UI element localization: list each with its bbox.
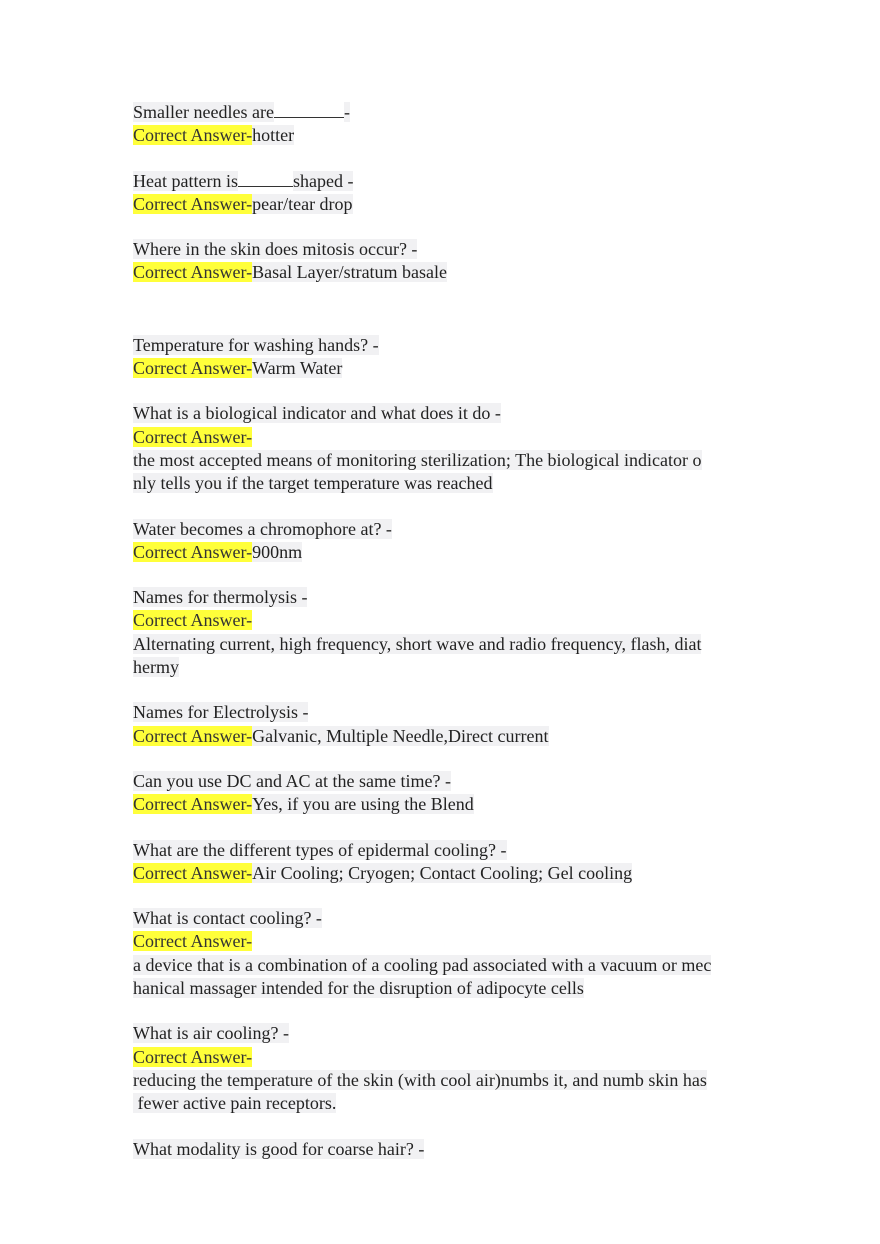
question-line xyxy=(133,170,783,193)
answer-continuation-line xyxy=(133,633,783,656)
answer-text: Air Cooling; Cryogen; Contact Cooling; Gel cooling xyxy=(252,862,633,883)
question-line xyxy=(133,402,783,425)
correct-answer-label: Correct Answer- xyxy=(133,426,253,447)
answer-continuation-line xyxy=(133,1069,783,1092)
question-text: Heat pattern is xyxy=(133,170,238,191)
qa-item xyxy=(133,1138,783,1161)
question-line xyxy=(133,701,783,724)
question-line xyxy=(133,770,783,793)
fill-in-blank xyxy=(238,170,293,187)
answer-line xyxy=(133,124,783,147)
question-text: What is air cooling? - xyxy=(133,1023,289,1044)
answer-continuation-line xyxy=(133,449,783,472)
correct-answer-label: Correct Answer- xyxy=(133,725,253,746)
correct-answer-label: Correct Answer- xyxy=(133,262,253,283)
question-text: Where in the skin does mitosis occur? - xyxy=(133,239,418,260)
question-text: What is contact cooling? - xyxy=(133,908,322,929)
answer-text: Galvanic, Multiple Needle,Direct current xyxy=(252,725,549,746)
fill-in-blank xyxy=(274,101,344,118)
question-text: Smaller needles are xyxy=(133,102,274,122)
qa-item xyxy=(133,170,783,217)
qa-item xyxy=(133,586,783,679)
qa-item xyxy=(133,402,783,495)
answer-line xyxy=(133,725,783,748)
question-line xyxy=(133,586,783,609)
question-text: What is a biological indicator and what does it do - xyxy=(133,403,501,424)
answer-line xyxy=(133,357,783,380)
answer-text: hanical massager intended for the disruption of adipocyte cells xyxy=(133,978,584,999)
question-line xyxy=(133,238,783,261)
answer-text: 900nm xyxy=(252,541,303,562)
answer-text: Yes, if you are using the Blend xyxy=(252,794,474,815)
answer-text: the most accepted means of monitoring sterilization; The biological indicator o xyxy=(133,449,702,470)
answer-text: fewer active pain receptors. xyxy=(133,1093,337,1114)
qa-item xyxy=(133,839,783,886)
answer-text: hermy xyxy=(133,657,179,678)
question-line xyxy=(133,1138,783,1161)
answer-continuation-line xyxy=(133,656,783,679)
question-line xyxy=(133,101,783,124)
qa-item xyxy=(133,1022,783,1115)
correct-answer-label: Correct Answer- xyxy=(133,125,253,146)
answer-text: hotter xyxy=(252,125,295,146)
answer-line xyxy=(133,793,783,816)
answer-line xyxy=(133,930,783,953)
question-line xyxy=(133,518,783,541)
answer-continuation-line xyxy=(133,954,783,977)
answer-line xyxy=(133,193,783,216)
answer-line xyxy=(133,541,783,564)
qa-item xyxy=(133,518,783,565)
question-text: Names for thermolysis - xyxy=(133,587,308,608)
question-text: Can you use DC and AC at the same time? - xyxy=(133,770,451,791)
question-line xyxy=(133,839,783,862)
qa-item xyxy=(133,907,783,1000)
document-page xyxy=(133,101,783,1183)
answer-continuation-line xyxy=(133,472,783,495)
question-line xyxy=(133,1022,783,1045)
correct-answer-label: Correct Answer- xyxy=(133,541,253,562)
question-text: Names for Electrolysis - xyxy=(133,702,309,723)
qa-item xyxy=(133,101,783,148)
answer-text: Alternating current, high frequency, short wave and radio frequency, flash, diat xyxy=(133,633,702,654)
question-suffix: - xyxy=(343,102,350,122)
answer-text: Basal Layer/stratum basale xyxy=(252,262,448,283)
answer-line xyxy=(133,261,783,284)
question-line xyxy=(133,907,783,930)
question-suffix: shaped - xyxy=(292,170,354,191)
correct-answer-label: Correct Answer- xyxy=(133,794,253,815)
answer-text: Warm Water xyxy=(252,358,343,379)
answer-line xyxy=(133,426,783,449)
answer-continuation-line xyxy=(133,977,783,1000)
question-text: What modality is good for coarse hair? - xyxy=(133,1138,425,1159)
qa-item xyxy=(133,701,783,748)
answer-line xyxy=(133,1046,783,1069)
correct-answer-label: Correct Answer- xyxy=(133,610,253,631)
qa-item xyxy=(133,334,783,381)
answer-text: reducing the temperature of the skin (with cool air)numbs it, and numb skin has xyxy=(133,1069,707,1090)
answer-text: a device that is a combination of a cooling pad associated with a vacuum or mec xyxy=(133,954,712,975)
correct-answer-label: Correct Answer- xyxy=(133,1046,253,1067)
qa-item xyxy=(133,770,783,817)
answer-line xyxy=(133,609,783,632)
answer-line xyxy=(133,862,783,885)
question-text: What are the different types of epidermal cooling? - xyxy=(133,839,507,860)
answer-text: pear/tear drop xyxy=(252,193,353,214)
answer-continuation-line xyxy=(133,1092,783,1115)
question-text: Water becomes a chromophore at? - xyxy=(133,518,392,539)
correct-answer-label: Correct Answer- xyxy=(133,862,253,883)
question-line xyxy=(133,334,783,357)
qa-item xyxy=(133,238,783,285)
question-text: Temperature for washing hands? - xyxy=(133,334,379,355)
correct-answer-label: Correct Answer- xyxy=(133,358,253,379)
correct-answer-label: Correct Answer- xyxy=(133,931,253,952)
answer-text: nly tells you if the target temperature was reached xyxy=(133,473,493,494)
correct-answer-label: Correct Answer- xyxy=(133,193,253,214)
